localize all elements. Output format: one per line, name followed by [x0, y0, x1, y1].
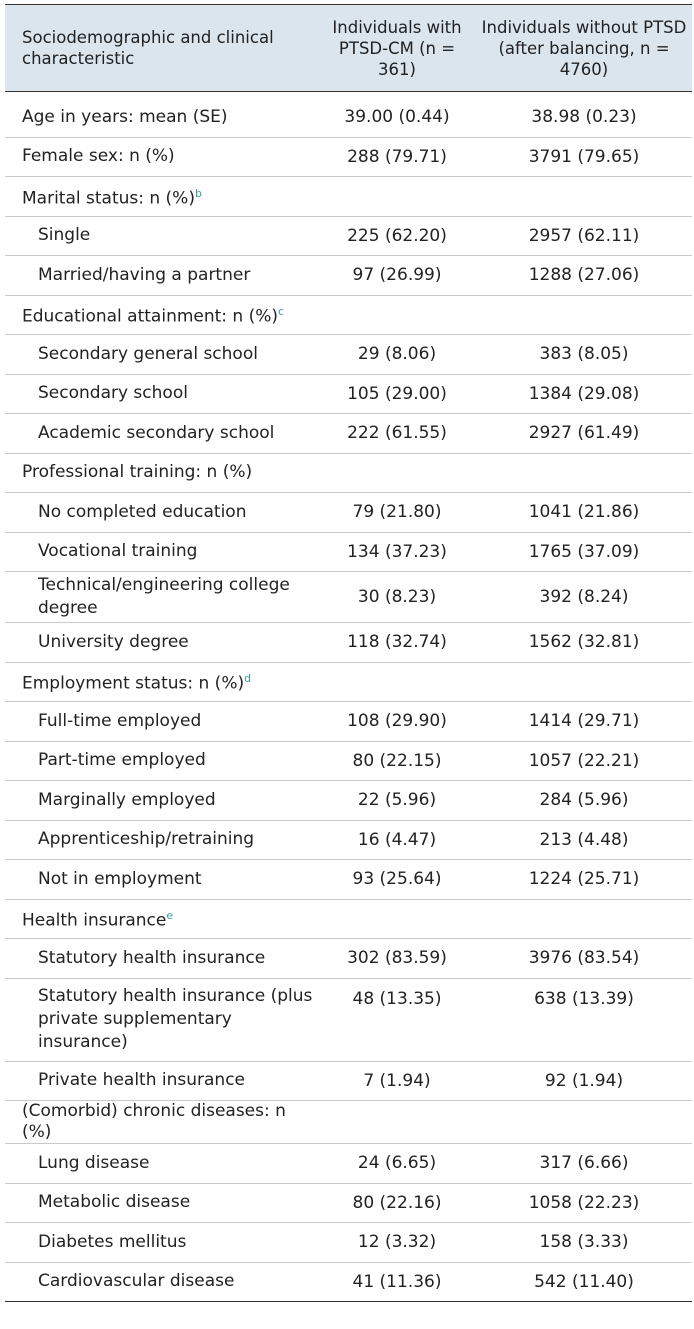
ptsd-cm-value: 97 (26.99): [318, 256, 476, 296]
table-row: [5, 702, 692, 742]
section-label: [5, 899, 318, 939]
without-ptsd-value: 284 (5.96): [476, 781, 692, 821]
row-label: Full-time employed: [5, 702, 318, 742]
row-label: Part-time employed: [5, 741, 318, 781]
table-row: [5, 1183, 692, 1223]
section-label-text: Employment status: n (%): [22, 674, 245, 695]
table-row: [5, 216, 692, 256]
footnote-marker: d: [244, 672, 252, 686]
section-row: [5, 295, 692, 335]
row-label: Vocational training: [5, 532, 318, 572]
ptsd-cm-value: 134 (37.23): [318, 532, 476, 572]
row-label: Age in years: mean (SE): [5, 98, 318, 137]
table-row: [5, 493, 692, 533]
without-ptsd-value: 213 (4.48): [476, 820, 692, 860]
table-row: [5, 335, 692, 375]
footnote-marker: c: [278, 305, 285, 319]
ptsd-cm-value: 22 (5.96): [318, 781, 476, 821]
row-label: Academic secondary school: [5, 414, 318, 454]
ptsd-cm-value: 48 (13.35): [318, 978, 476, 1061]
ptsd-cm-value: 302 (83.59): [318, 939, 476, 979]
row-label: Married/having a partner: [5, 256, 318, 296]
table-row: [5, 414, 692, 454]
row-label: Secondary general school: [5, 335, 318, 375]
ptsd-cm-value: 12 (3.32): [318, 1223, 476, 1263]
ptsd-cm-value: 288 (79.71): [318, 137, 476, 177]
table-row: [5, 256, 692, 296]
table-row: [5, 820, 692, 860]
section-label: [5, 662, 318, 702]
without-ptsd-value: 1041 (21.86): [476, 493, 692, 533]
characteristics-table: [5, 4, 692, 1302]
ptsd-cm-value: 222 (61.55): [318, 414, 476, 454]
without-ptsd-value: 1224 (25.71): [476, 860, 692, 900]
ptsd-cm-value: 225 (62.20): [318, 216, 476, 256]
without-ptsd-value: 1058 (22.23): [476, 1183, 692, 1223]
without-ptsd-value: 2957 (62.11): [476, 216, 692, 256]
ptsd-cm-value: 80 (22.16): [318, 1183, 476, 1223]
without-ptsd-value: 3976 (83.54): [476, 939, 692, 979]
row-label: Secondary school: [5, 374, 318, 414]
without-ptsd-value: 1414 (29.71): [476, 702, 692, 742]
without-ptsd-value: 38.98 (0.23): [476, 98, 692, 137]
section-label: [5, 177, 318, 217]
row-label: Apprenticeship/retraining: [5, 820, 318, 860]
row-label: Statutory health insurance: [5, 939, 318, 979]
row-label: Metabolic disease: [5, 1183, 318, 1223]
row-label: Private health insurance: [5, 1061, 318, 1101]
row-label: Diabetes mellitus: [5, 1223, 318, 1263]
header-ptsd-cm: Individuals with PTSD-CM (n = 361): [318, 5, 476, 92]
section-label: Professional training: n (%): [5, 453, 318, 493]
section-label: [5, 295, 318, 335]
ptsd-cm-value: 93 (25.64): [318, 860, 476, 900]
header-without-ptsd: Individuals without PTSD (after balancing, n = 4760): [476, 5, 692, 92]
ptsd-cm-value: 41 (11.36): [318, 1262, 476, 1302]
row-label: Cardiovascular disease: [5, 1262, 318, 1302]
table-row: [5, 1061, 692, 1101]
ptsd-cm-value: 80 (22.15): [318, 741, 476, 781]
without-ptsd-value: 542 (11.40): [476, 1262, 692, 1302]
table-row: [5, 939, 692, 979]
footnote-marker: b: [194, 186, 202, 200]
ptsd-cm-value: 16 (4.47): [318, 820, 476, 860]
row-label: No completed education: [5, 493, 318, 533]
without-ptsd-value: 392 (8.24): [476, 572, 692, 623]
table-row: [5, 741, 692, 781]
table-row: [5, 572, 692, 623]
ptsd-cm-value: 118 (32.74): [318, 623, 476, 663]
row-label: Female sex: n (%): [5, 137, 318, 177]
ptsd-cm-value: 7 (1.94): [318, 1061, 476, 1101]
table-row: [5, 532, 692, 572]
section-row: [5, 453, 692, 493]
row-label: Not in employment: [5, 860, 318, 900]
ptsd-cm-value: 105 (29.00): [318, 374, 476, 414]
header-characteristic: Sociodemographic and clinical characteristic: [5, 5, 318, 92]
table-row: [5, 781, 692, 821]
row-label: University degree: [5, 623, 318, 663]
section-row: [5, 662, 692, 702]
section-row: [5, 1101, 692, 1144]
section-label-text: Educational attainment: n (%): [22, 307, 279, 328]
without-ptsd-value: 638 (13.39): [476, 978, 692, 1061]
section-label-text: Marital status: n (%): [22, 188, 195, 209]
table-row: [5, 137, 692, 177]
without-ptsd-value: 3791 (79.65): [476, 137, 692, 177]
row-label: Single: [5, 216, 318, 256]
table-row: [5, 623, 692, 663]
section-row: [5, 177, 692, 217]
ptsd-cm-value: 29 (8.06): [318, 335, 476, 375]
without-ptsd-value: 317 (6.66): [476, 1144, 692, 1184]
footnote-marker: e: [166, 909, 174, 923]
row-label: Marginally employed: [5, 781, 318, 821]
section-label: (Comorbid) chronic diseases: n (%): [5, 1101, 318, 1144]
table-row: [5, 1262, 692, 1302]
without-ptsd-value: 2927 (61.49): [476, 414, 692, 454]
row-label: Statutory health insurance (plus private supplementary insurance): [5, 978, 318, 1061]
ptsd-cm-value: 30 (8.23): [318, 572, 476, 623]
without-ptsd-value: 1562 (32.81): [476, 623, 692, 663]
without-ptsd-value: 1765 (37.09): [476, 532, 692, 572]
ptsd-cm-value: 79 (21.80): [318, 493, 476, 533]
table-row: [5, 374, 692, 414]
ptsd-cm-value: 108 (29.90): [318, 702, 476, 742]
row-label: Lung disease: [5, 1144, 318, 1184]
without-ptsd-value: 383 (8.05): [476, 335, 692, 375]
section-row: [5, 899, 692, 939]
without-ptsd-value: 1384 (29.08): [476, 374, 692, 414]
without-ptsd-value: 158 (3.33): [476, 1223, 692, 1263]
table-row: [5, 860, 692, 900]
header-row: [5, 5, 692, 92]
without-ptsd-value: 92 (1.94): [476, 1061, 692, 1101]
without-ptsd-value: 1057 (22.21): [476, 741, 692, 781]
without-ptsd-value: 1288 (27.06): [476, 256, 692, 296]
table-row: [5, 1223, 692, 1263]
table-row: [5, 98, 692, 137]
ptsd-cm-value: 39.00 (0.44): [318, 98, 476, 137]
table-row: [5, 978, 692, 1061]
row-label: Technical/engineering college degree: [5, 572, 318, 623]
ptsd-cm-value: 24 (6.65): [318, 1144, 476, 1184]
section-label-text: Health insurance: [22, 911, 167, 932]
table-row: [5, 1144, 692, 1184]
